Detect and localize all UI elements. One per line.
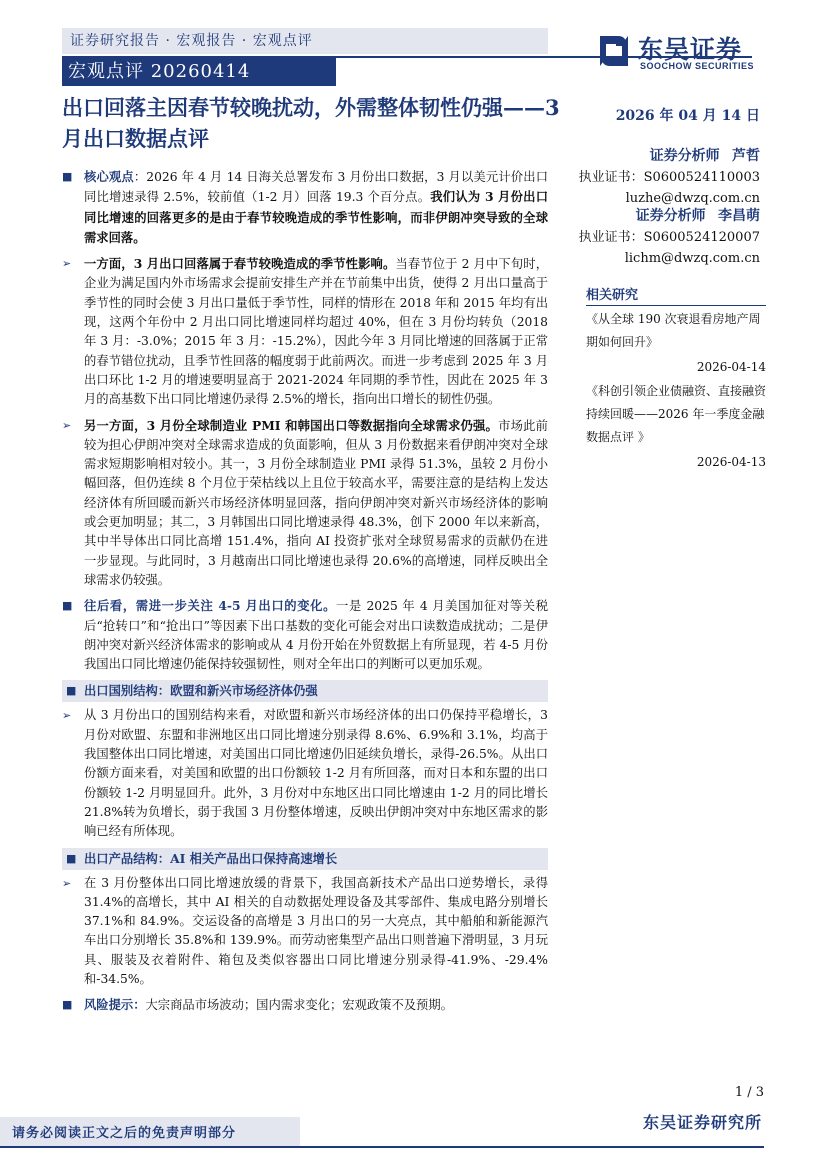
arrow-bullet-icon: ➢ (62, 709, 72, 723)
square-bullet-icon: ■ (66, 851, 77, 865)
point-outlook-text: 一是 2025 年 4 月美国加征对等关税后“抢转口”和“抢出口”等因素下出口基数的变化可能会对出口读数造成扰动；二是伊朗冲突对新兴经济体需求的影响或从 4 月份开始在外贸数据上有所显现，若 4-5 月份我国出口同比增速仍能保持较强韧性，则对全年出口的判断可以更加乐观。 (84, 599, 549, 672)
square-bullet-icon: ■ (66, 684, 77, 698)
core-view-label: 核心观点 (84, 169, 134, 184)
footer-institute: 东吴证券研究所 (642, 1113, 762, 1132)
related-research (586, 284, 766, 473)
point-global-demand-text: 市场此前较为担心伊朗冲突对全球需求造成的负面影响，但从 3 月份数据来看伊朗冲突对全球需求短期影响相对较小。其一，3 月份全球制造业 PMI 录得 51.3%，虽较 2 月份小幅回落，但仍连续 8 个月位于荣枯线以上且位于较高水平，需要注意的是结构上发达经济体有所回暖而新兴市场经济体明显回落，指向伊朗冲突对新兴市场经济体的影响或会更加明显；其二，3 月韩国出口同比增速录得 48.3%，创下 2000 年以来新高，其中半导体出口同比高增 151.4%，指向 AI 投资扩张对全球贸易需求的贡献仍在进一步显现。与此同时，3 月越南出口同比增速也录得 20.6%的高增速，同样反映出全球需求仍较强。 (84, 418, 548, 587)
report-date: 2026 年 04 月 14 日 (615, 108, 760, 124)
report-body (62, 167, 548, 1016)
point-outlook-bold: 往后看，需进一步关注 4-5 月出口的变化。 (84, 598, 337, 614)
related-item-1-date: 2026-04-14 (696, 360, 766, 374)
analyst-1-email: luzhe@dwzq.com.cn (625, 191, 760, 206)
point-country-text: 从 3 月份出口的国别结构来看，对欧盟和新兴市场经济体的出口仍保持平稳增长，3 月份对欧盟、东盟和非洲地区出口同比增速分别录得 8.6%、6.9%和 3.1%，均高于我国整体出口同比增速，对美国出口同比增速仍旧延续负增长，录得-26.5%。从出口份额方面来看，对美国和欧盟的出口份额较 1-2 月有所回落，而对日本和东盟的出口份额较 1-2 月明显回升。此外，3 月份对中东地区出口同比增速由 1-2 月的同比增长 21.8%转为负增长，弱于我国 3 月份整体增速，反映出伊朗冲突对中东地区需求的影响已经有所体现。 (84, 708, 548, 839)
section-product-structure (62, 848, 548, 870)
report-category-band (62, 28, 548, 54)
analyst-2-name: 李昌萌 (718, 208, 760, 224)
section-country-structure (62, 680, 548, 702)
arrow-bullet-icon: ➢ (62, 257, 72, 271)
point-product-text: 在 3 月份整体出口同比增速放缓的背景下，我国高新技术产品出口逆势增长，录得 31.4%的高增长，其中 AI 相关的自动数据处理设备及其零部件、集成电路分别增长 37.1%和 84.9%。交运设备的高增是 3 月出口的另一大亮点，其中船舶和新能源汽车出口分别增长 35.8%和 139.9%。而劳动密集型产品出口则普遍下滑明显，3 月玩具、服装及衣着附件、箱包及类似容器出口同比增速分别录得-41.9%、-29.4%和-34.5%。 (84, 875, 548, 986)
report-title: 出口回落主因春节较晚扰动，外需整体韧性仍强——3 月出口数据点评 (62, 95, 560, 151)
analyst-1-label: 证券分析师 (649, 148, 720, 164)
related-research-title: 相关研究 (586, 284, 766, 306)
square-bullet-icon: ■ (62, 599, 73, 613)
point-global-demand-bold: 另一方面，3 月份全球制造业 PMI 和韩国出口等数据指向全球需求仍强。 (84, 417, 499, 433)
square-bullet-icon: ■ (62, 998, 73, 1012)
footer-divider (0, 1146, 764, 1148)
related-item-2[interactable]: 《科创引领企业债融资、直接融资持续回暖——2026 年一季度金融数据点评 》 (586, 384, 767, 444)
logo-mark-icon (596, 32, 632, 70)
arrow-bullet-icon: ➢ (62, 418, 72, 432)
report-category: 证券研究报告 · 宏观报告 · 宏观点评 (70, 33, 313, 49)
point-product (62, 874, 548, 990)
related-item-1[interactable]: 《从全球 190 次衰退看房地产周期如何回升》 (586, 312, 761, 349)
section-country-structure-title: 出口国别结构：欧盟和新兴市场经济体仍强 (84, 683, 318, 699)
risk-warning (62, 995, 548, 1015)
core-view-bold: 我们认为 3 月份出口同比增速的回落更多的是由于春节较晚造成的季节性影响，而非伊朗冲突导致的全球需求回落。 (84, 189, 548, 245)
analyst-2 (540, 206, 760, 269)
analyst-1-cert: 执业证书：S0600524110003 (578, 170, 760, 185)
risk-warning-text: 大宗商品市场波动；国内需求变化；宏观政策不及预期。 (145, 998, 453, 1013)
report-series-band (62, 58, 336, 86)
core-view (62, 167, 548, 248)
point-country (62, 706, 548, 841)
analyst-1-name: 芦哲 (732, 148, 760, 164)
analyst-2-email: lichm@dwzq.com.cn (624, 251, 760, 266)
point-outlook (62, 596, 548, 674)
footer-disclaimer: 请务必阅读正文之后的免责声明部分 (12, 1126, 237, 1141)
risk-warning-label: 风险提示： (84, 997, 146, 1013)
analyst-2-label: 证券分析师 (635, 208, 706, 224)
logo-name-cn: 东吴证券 (638, 35, 743, 64)
analyst-2-cert: 执业证书：S0600524120007 (578, 230, 760, 245)
analyst-1 (540, 146, 760, 209)
page-number: 1 / 3 (734, 1085, 764, 1100)
point-seasonal (62, 254, 548, 409)
report-series: 宏观点评 20260414 (68, 61, 251, 82)
square-bullet-icon: ■ (62, 170, 73, 183)
point-seasonal-bold: 一方面，3 月出口回落属于春节较晚造成的季节性影响。 (84, 256, 396, 272)
core-view-text: ：2026 年 4 月 14 日海关总署发布 3 月份出口数据，3 月以美元计价出口同比增速录得 2.5%，较前值（1-2 月）回落 19.3 个百分点。 (84, 170, 548, 205)
related-item-2-date: 2026-04-13 (696, 455, 766, 469)
logo-name-en: SOOCHOW SECURITIES (640, 61, 755, 71)
point-global-demand (62, 416, 548, 591)
section-product-structure-title: 出口产品结构：AI 相关产品出口保持高速增长 (84, 850, 338, 866)
company-logo (596, 30, 766, 76)
arrow-bullet-icon: ➢ (62, 876, 72, 890)
point-seasonal-text: 当春节位于 2 月中下旬时，企业为满足国内外市场需求会提前安排生产并在节前集中出货，使得 2 月出口量高于季节性的同时会使 3 月出口量低于季节性，同样的情形在 2018 年和 2015 年均有出现，这两个年份中 2 月出口同比增速同样均超过 40%，但在 3 月份均转负（2018 年 3 月：-3.0%；2015 年 3 月：-15.2%），因此今年 3 月同比增速的回落属于正常的春节错位扰动，且季节性回落的幅度弱于此前两次。而进一步考虑到 2025 年 3 月出口环比 1-2 月的增速要明显高于 2021-2024 年同期的季节性，因此在 2025 年 3 月的高基数下出口同比增速仍录得 2.5%的增长，指向出口增长的韧性仍强。 (84, 257, 548, 407)
